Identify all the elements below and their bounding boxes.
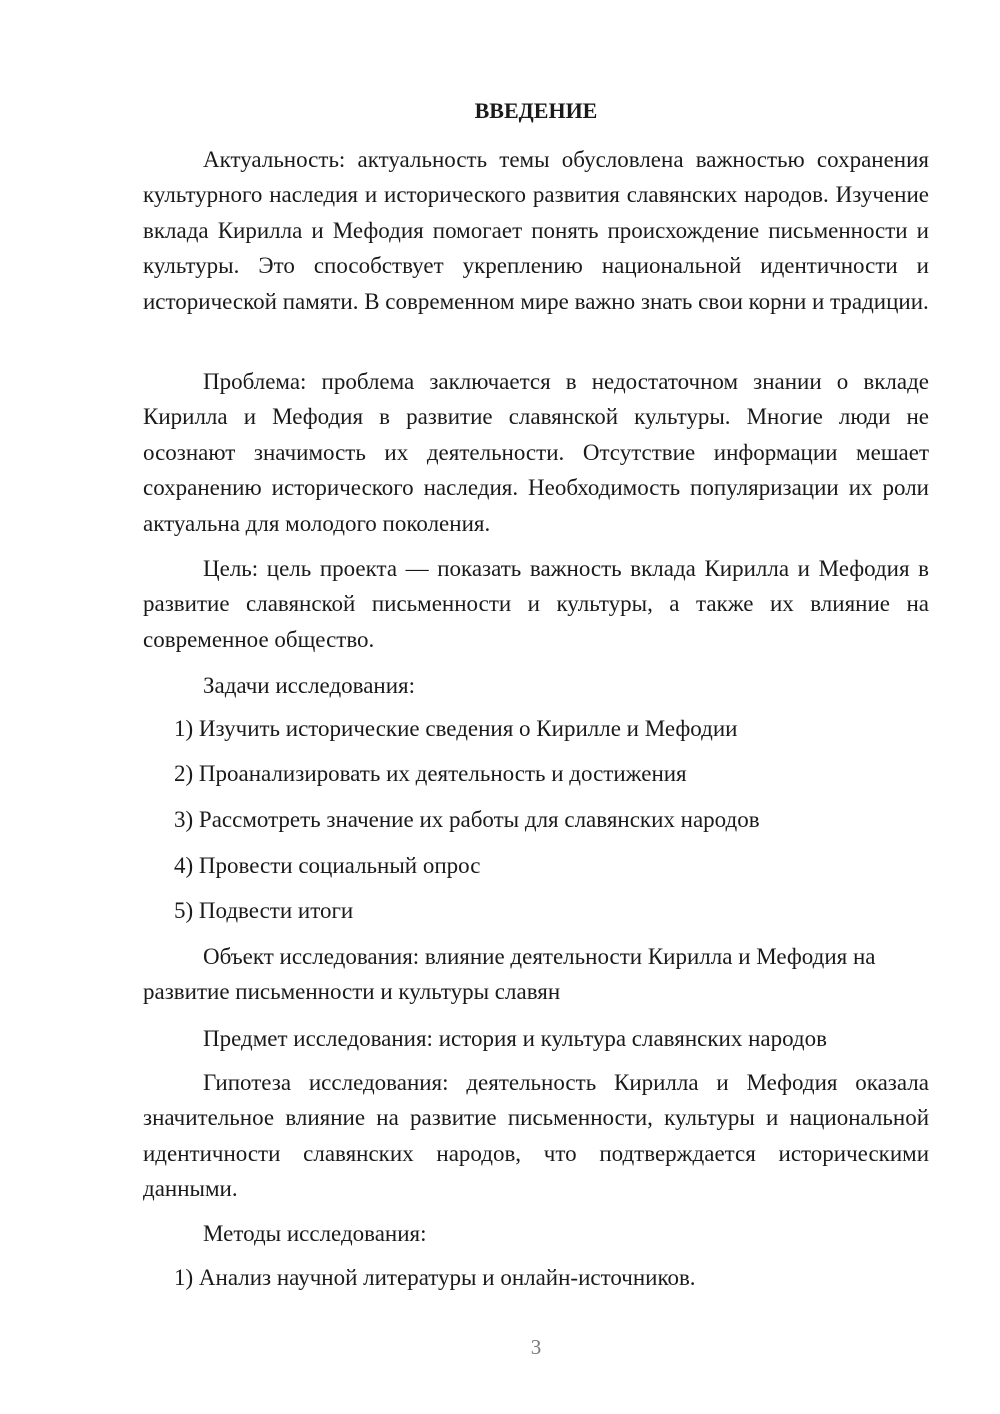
list-item: 2) Проанализировать их деятельность и достижения xyxy=(174,761,687,786)
list-item: 4) Провести социальный опрос xyxy=(174,853,481,878)
paragraph-subject: Предмет исследования: история и культура славянских народов xyxy=(203,1026,827,1051)
page-title: ВВЕДЕНИЕ xyxy=(474,98,598,123)
paragraph-hypothesis: Гипотеза исследования: деятельность Кирилла и Мефодия оказала значительное влияние на развитие письменности, культуры и национальной идентичности славянских народов, что подтверждается историческими данными. xyxy=(143,1070,929,1202)
paragraph-object: Объект исследования: влияние деятельности Кирилла и Мефодия на развитие письменности и культуры славян xyxy=(143,944,876,1005)
page-number: 3 xyxy=(530,1335,542,1359)
methods-heading: Методы исследования: xyxy=(203,1221,427,1246)
tasks-heading: Задачи исследования: xyxy=(203,673,416,698)
paragraph-problem: Проблема: проблема заключается в недостаточном знании о вкладе Кирилла и Мефодия в развитие славянской культуры. Многие люди не осознают значимость их деятельности. Отсутствие информации мешает сохранению исторического наследия. Необходимость популяризации их роли актуальна для молодого поколения. xyxy=(143,369,929,536)
list-item: 3) Рассмотреть значение их работы для славянских народов xyxy=(174,807,760,832)
list-item: 5) Подвести итоги xyxy=(174,898,354,923)
list-item: 1) Анализ научной литературы и онлайн-источников. xyxy=(174,1265,696,1290)
list-item: 1) Изучить исторические сведения о Кирилле и Мефодии xyxy=(174,716,738,741)
paragraph-goal: Цель: цель проекта — показать важность вклада Кирилла и Мефодия в развитие славянской письменности и культуры, а также их влияние на современное общество. xyxy=(143,556,929,652)
paragraph-relevance: Актуальность: актуальность темы обусловлена важностью сохранения культурного наследия и исторического развития славянских народов. Изучение вклада Кирилла и Мефодия помогает понять происхождение письменности и культуры. Это способствует укреплению национальной идентичности и исторической памяти. В современном мире важно знать свои корни и традиции. xyxy=(143,147,929,314)
